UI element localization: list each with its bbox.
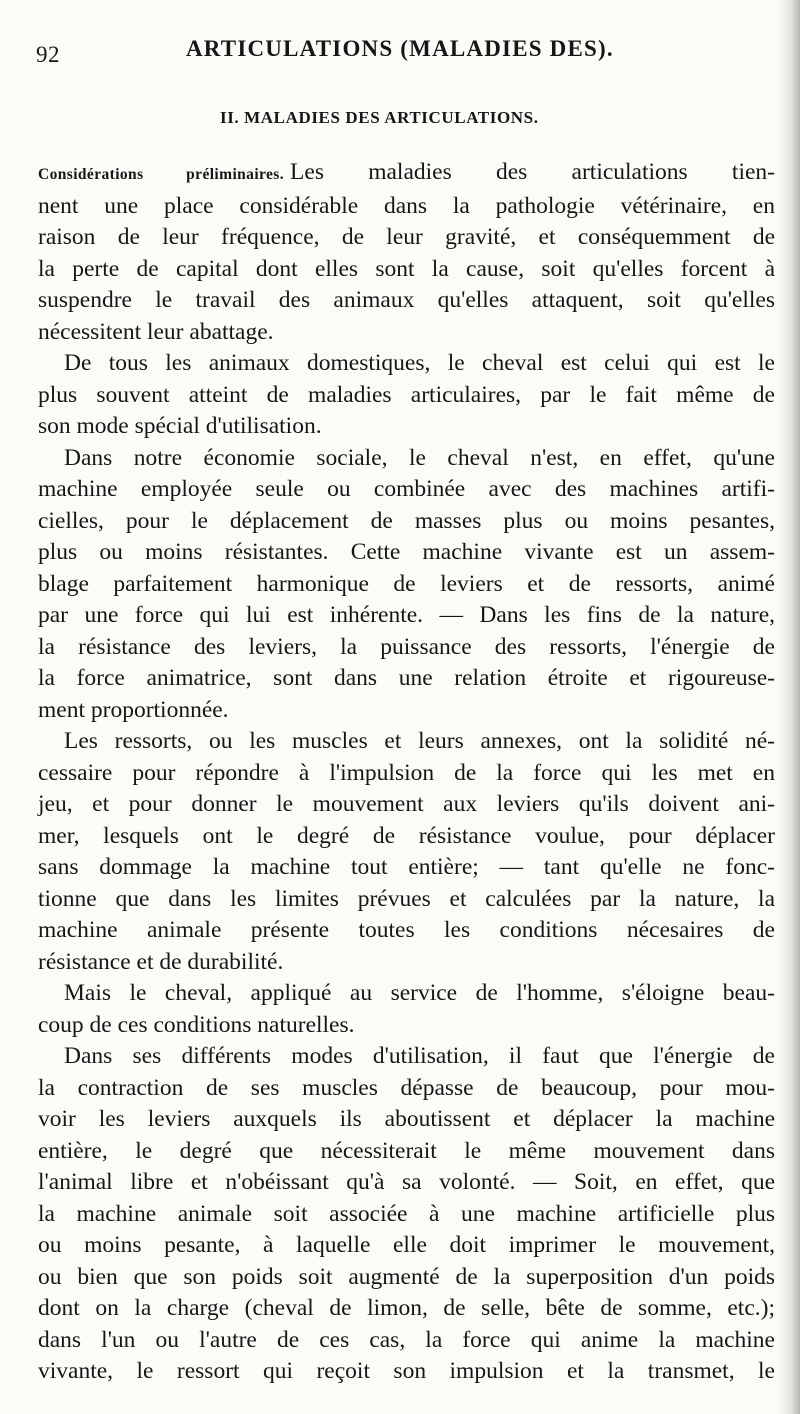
text-line: cessaire pour répondre à l'impulsion de la force qui les met en <box>38 759 775 786</box>
text-line: entière, le degré que nécessiterait le même mouvement dans <box>38 1137 775 1164</box>
text-line: Les ressorts, ou les muscles et leurs annexes, ont la solidité né- <box>64 728 775 754</box>
text-line: Dans notre économie sociale, le cheval n'est, en effet, qu'une <box>64 444 775 471</box>
text-line: ou moins pesante, à laquelle elle doit imprimer le mouvement, <box>38 1232 775 1258</box>
paragraph <box>38 157 775 348</box>
text-line: Dans ses différents modes d'utilisation, il faut que l'énergie de <box>64 1043 775 1069</box>
text-line: mer, lesquels ont le degré de résistance voulue, pour déplacer <box>38 822 775 849</box>
page-edge-shadow <box>778 0 800 1414</box>
text-line: De tous les animaux domestiques, le cheval est celui qui est le <box>64 350 775 376</box>
text-line: jeu, et pour donner le mouvement aux leviers qu'ils doivent ani- <box>38 791 775 817</box>
text-line: la perte de capital dont elles sont la cause, soit qu'elles forcent à <box>38 255 775 282</box>
text-line: la machine animale soit associée à une machine artificielle plus <box>38 1200 775 1227</box>
paragraph <box>38 348 775 443</box>
text-line: machine animale présente toutes les conditions nécesaires de <box>38 917 775 943</box>
text-line: machine employée seule ou combinée avec des machines artifi- <box>38 476 775 502</box>
section-title: II. MALADIES DES ARTICULATIONS. <box>220 108 539 127</box>
text-line: Considérations préliminaires. Les maladies des articulations tien- <box>38 159 775 185</box>
text-line: la résistance des leviers, la puissance des ressorts, l'énergie de <box>38 633 775 660</box>
text-line: vivante, le ressort qui reçoit son impulsion et la transmet, le <box>38 1358 775 1384</box>
paragraph <box>38 726 775 978</box>
text-line: par une force qui lui est inhérente. — Dans les fins de la nature, <box>38 602 775 628</box>
text-line: plus souvent atteint de maladies articulaires, par le fait même de <box>38 381 775 408</box>
text-line: coup de ces conditions naturelles. <box>38 1011 355 1038</box>
text-line: sans dommage la machine tout entière; — tant qu'elle ne fonc- <box>38 854 775 880</box>
text-line: cielles, pour le déplacement de masses plus ou moins pesantes, <box>38 507 775 534</box>
text-line: la force animatrice, sont dans une relation étroite et rigoureuse- <box>38 665 775 691</box>
text-line: voir les leviers auxquels ils aboutissent et déplacer la machine <box>38 1106 775 1132</box>
text-line: nécessitent leur abattage. <box>38 318 274 345</box>
text-line: l'animal libre et n'obéissant qu'à sa volonté. — Soit, en effet, que <box>38 1169 775 1195</box>
text-line: plus ou moins résistantes. Cette machine vivante est un assem- <box>38 539 775 565</box>
text-line: Mais le cheval, appliqué au service de l'homme, s'éloigne beau- <box>64 980 775 1006</box>
text-line: dans l'un ou l'autre de ces cas, la force qui anime la machine <box>38 1326 775 1353</box>
paragraph-lead: Considérations préliminaires. <box>38 166 285 183</box>
text-line: nent une place considérable dans la pathologie vétérinaire, en <box>38 192 775 219</box>
running-head: ARTICULATIONS (MALADIES DES). <box>186 36 614 61</box>
paragraph <box>38 978 775 1041</box>
text-line: ou bien que son poids soit augmenté de la superposition d'un poids <box>38 1263 775 1290</box>
text-line: la contraction de ses muscles dépasse de beaucoup, pour mou- <box>38 1074 775 1101</box>
text-line: blage parfaitement harmonique de leviers et de ressorts, animé <box>38 570 775 597</box>
text-line: ment proportionnée. <box>38 696 229 723</box>
paragraph <box>38 1041 775 1388</box>
text-line: dont on la charge (cheval de limon, de selle, bête de somme, etc.); <box>38 1295 775 1321</box>
body-text <box>38 157 775 1388</box>
text-line: tionne que dans les limites prévues et calculées par la nature, la <box>38 885 775 912</box>
text-line: résistance et de durabilité. <box>38 948 284 975</box>
paragraph <box>38 443 775 727</box>
text-line: son mode spécial d'utilisation. <box>38 413 322 439</box>
text-line: raison de leur fréquence, de leur gravité, et conséquemment de <box>38 224 775 250</box>
page-number: 92 <box>36 42 60 67</box>
text-line: suspendre le travail des animaux qu'elles attaquent, soit qu'elles <box>38 287 775 313</box>
